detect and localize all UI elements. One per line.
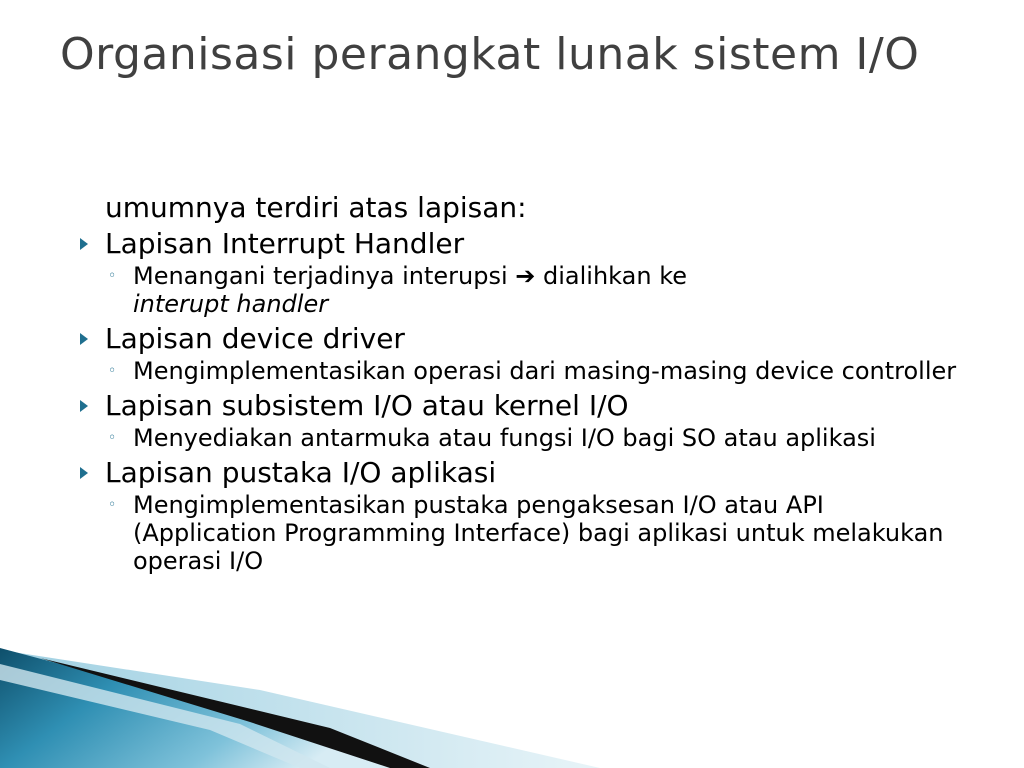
circle-outline-icon: ◦ [108,497,117,513]
bullet-label: Lapisan device driver [105,322,405,355]
sub-bullet-text: Mengimplementasikan pustaka pengaksesan I/O atau API (Application Programming Interface) bagi aplikasi untuk melakukan operasi I/O [133,491,944,575]
bullet-label: Lapisan subsistem I/O atau kernel I/O [105,389,629,422]
triangle-right-icon [77,226,91,262]
sub-bullet-text: Menangani terjadinya interupsi ➔ dialihkan ke [133,262,688,290]
sub-bullet-item [108,262,972,318]
triangle-right-icon [77,321,91,357]
bullet-item [105,388,972,424]
sub-bullet-text: Menyediakan antarmuka atau fungsi I/O bagi SO atau aplikasi [133,424,876,452]
sub-bullet-item [108,491,972,575]
sub-bullet-item [108,357,972,385]
circle-outline-icon: ◦ [108,430,117,446]
slide-title: Organisasi perangkat lunak sistem I/O [60,29,920,80]
bullet-item [105,226,972,262]
circle-outline-icon: ◦ [108,268,117,284]
triangle-right-icon [77,388,91,424]
bullet-item [105,321,972,357]
intro-text: umumnya terdiri atas lapisan: [105,191,527,224]
bullet-label: Lapisan pustaka I/O aplikasi [105,456,497,489]
bullet-item [105,455,972,491]
triangle-right-icon [77,455,91,491]
bullet-label: Lapisan Interrupt Handler [105,227,465,260]
circle-outline-icon: ◦ [108,363,117,379]
sub-bullet-item [108,424,972,452]
sub-bullet-text: Mengimplementasikan operasi dari masing-masing device controller [133,357,957,385]
slide-body [72,190,972,578]
sub-bullet-italic-text: interupt handler [133,290,329,318]
